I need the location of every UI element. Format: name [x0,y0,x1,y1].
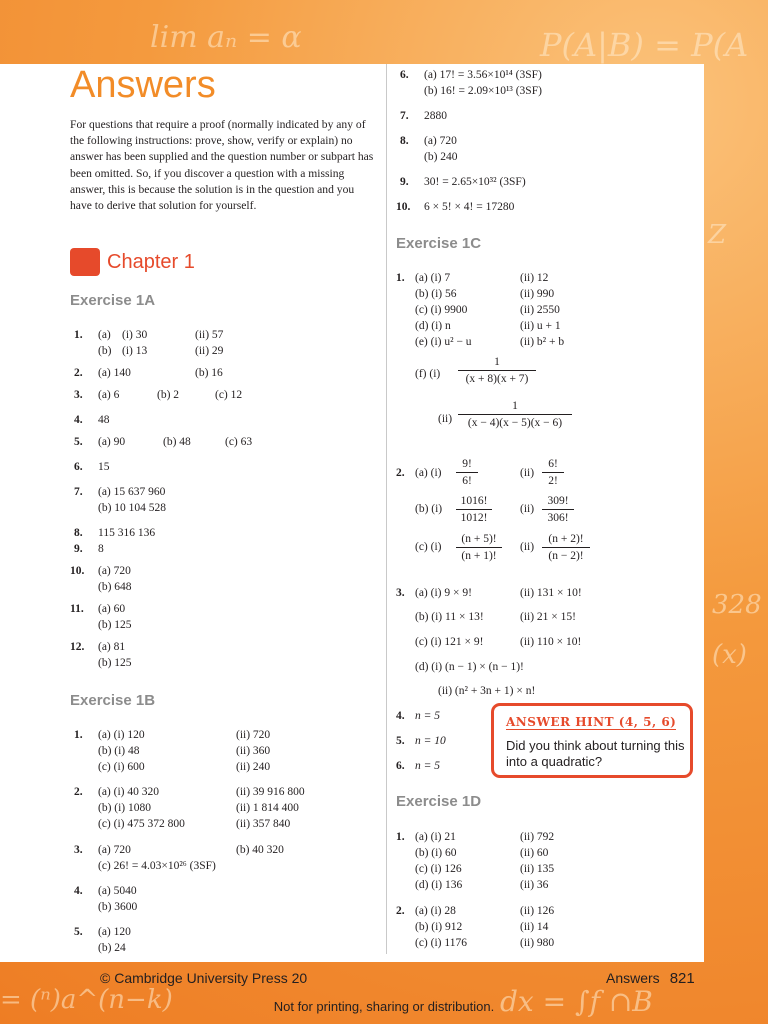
exercise-1c-heading: Exercise 1C [396,235,482,252]
answer-number: 1. [74,329,83,341]
answer-value: (b) (i) 48 [98,745,140,757]
answer-value: 30! = 2.65×10³² (3SF) [424,176,526,188]
answer-value: (ii) 980 [520,937,555,949]
fraction [456,532,502,563]
footer-copyright: © Cambridge University Press 20 [100,970,308,986]
exercise-1a-heading: Exercise 1A [70,292,156,309]
chapter-marker-icon [70,248,100,276]
fraction [456,494,492,525]
answer-part: (ii) [520,541,535,553]
answer-value: (e) (i) u² − u [415,336,472,348]
answer-value: (a) 120 [98,926,131,938]
page-number: 821 [669,970,695,987]
fraction [542,532,590,563]
answer-value: (b) 125 [98,657,132,669]
answer-value: (a) (i) 40 320 [98,786,159,798]
answer-number: 10. [396,201,411,213]
answer-number: 2. [396,905,405,917]
answer-part: (a) (i) [415,467,442,479]
answer-value: (a) 140 [98,367,131,379]
answer-number: 2. [396,467,405,479]
answer-value: (b) 24 [98,942,126,954]
fraction [542,457,564,488]
distribution-notice: Not for printing, sharing or distribution. [273,999,495,1014]
answer-value: (a) 5040 [98,885,137,897]
background-math-scribble: dx = ∫f ∩B [500,985,653,1018]
answer-number: 3. [74,389,83,401]
answer-number: 5. [396,735,405,747]
background-math-scribble: (x) [712,640,747,670]
answer-value: (c) 63 [225,436,253,448]
answer-part: (b) [98,345,112,357]
answer-value: n = 5 [415,760,441,772]
answer-value: (b) 16! = 2.09×10¹³ (3SF) [424,85,542,97]
answer-value: (a) 60 [98,603,126,615]
answer-value: (ii) 357 840 [236,818,291,830]
fraction-denominator: (n − 2)! [548,550,584,562]
answer-value: 48 [98,414,110,426]
answer-number: 2. [74,367,83,379]
answer-value: (a) 17! = 3.56×10¹⁴ (3SF) [424,69,542,81]
answer-value: (ii) 12 [520,272,549,284]
answer-value: (b) 3600 [98,901,138,913]
answer-value: (a) 6 [98,389,120,401]
answer-value: (b) 648 [98,581,132,593]
fraction-numerator: 1016! [456,494,492,510]
fraction-numerator: 1 [458,399,572,415]
answer-number: 9. [74,543,83,555]
answer-value: (b) 2 [157,389,180,401]
fraction-numerator: 6! [542,457,564,473]
answer-number: 2. [74,786,83,798]
answer-number: 1. [74,729,83,741]
answer-number: 10. [70,565,85,577]
answer-value: (ii) 360 [236,745,271,757]
answer-value: (ii) 720 [236,729,271,741]
answer-value: (i) 30 [122,329,148,341]
answer-value: (a) (i) 28 [415,905,456,917]
fraction-denominator: (x + 8)(x + 7) [465,373,529,385]
answer-value: (ii) 36 [520,879,549,891]
fraction-denominator: 2! [548,475,558,487]
answer-value: (b) 240 [424,151,458,163]
answer-value: 8 [98,543,104,555]
footer-section-label: Answers [606,970,660,986]
answer-value: (b) 16 [195,367,223,379]
answer-value: (c) (i) 126 [415,863,462,875]
answer-value: (a) 90 [98,436,126,448]
answer-value: (ii) 29 [195,345,224,357]
fraction-numerator: (n + 5)! [456,532,502,548]
answer-value: 2880 [424,110,447,122]
answer-value: (ii) 240 [236,761,271,773]
chapter-title: Chapter 1 [107,250,195,273]
background-math-scribble: P(A|B) = P(A [540,26,749,64]
answer-value: (a) 720 [424,135,457,147]
footer-section [606,970,695,987]
answer-number: 7. [400,110,409,122]
answer-value: (ii) (n² + 3n + 1) × n! [438,685,536,697]
answer-value: (d) (i) (n − 1) × (n − 1)! [415,661,524,673]
answer-value: n = 5 [415,710,441,722]
answer-value: (ii) b² + b [520,336,565,348]
answer-value: (ii) 990 [520,288,555,300]
answer-value: (ii) 21 × 15! [520,611,576,623]
fraction-denominator: (x − 4)(x − 5)(x − 6) [467,417,563,429]
answer-number: 4. [74,414,83,426]
answer-value: (c) (i) 121 × 9! [415,636,484,648]
answer-value: (ii) 131 × 10! [520,587,582,599]
answer-part: (ii) [438,413,453,425]
chapter-heading [70,248,195,276]
answer-value: (d) (i) n [415,320,451,332]
answer-number: 5. [74,436,83,448]
answer-value: (c) 12 [215,389,243,401]
answer-value: (a) (i) 120 [98,729,145,741]
answer-value: (ii) 126 [520,905,555,917]
column-divider [386,64,387,954]
answer-part: (b) (i) [415,503,443,515]
answer-value: n = 10 [415,735,446,747]
answer-value: (a) (i) 21 [415,831,456,843]
answer-value: 6 × 5! × 4! = 17280 [424,201,515,213]
answer-value: (b) 48 [163,436,191,448]
answer-value: (d) (i) 136 [415,879,463,891]
answer-value: (a) (i) 9 × 9! [415,587,472,599]
fraction [542,494,574,525]
answer-part: (ii) [520,503,535,515]
fraction-denominator: 306! [547,512,569,524]
answer-value: (a) 720 [98,844,131,856]
answer-value: (b) (i) 11 × 13! [415,611,484,623]
answer-number: 7. [74,486,83,498]
answer-part: (f) (i) [415,368,441,380]
background-math-scribble: = (ⁿ)a^(n−k) [0,985,173,1015]
answer-value: (ii) u + 1 [520,320,561,332]
answer-value: (b) 10 104 528 [98,502,167,514]
answer-value: (ii) 57 [195,329,224,341]
answer-hint-title: ANSWER HINT (4, 5, 6) [506,715,677,729]
answer-hint-text: Did you think about turning this into a quadratic? [506,738,685,769]
fraction [458,355,536,386]
answer-value: (b) (i) 1080 [98,802,152,814]
answer-number: 6. [74,461,83,473]
answer-value: (ii) 14 [520,921,549,933]
exercise-1d-heading: Exercise 1D [396,793,482,810]
intro-paragraph: For questions that require a proof (normally indicated by any of the following instructions: prove, show, verify or explain) no answer has been supplied and the question number or subpart has been omitted. So, if you discover a question with a missing answer, this is because the solution is in the question and you have to derive that solution for yourself. [70,118,374,213]
answer-value: (ii) 1 814 400 [236,802,299,814]
answer-value: (c) (i) 475 372 800 [98,818,185,830]
answer-value: (ii) 135 [520,863,555,875]
answer-value: (c) 26! = 4.03×10²⁶ (3SF) [98,860,216,872]
fraction-numerator: 1 [458,355,536,371]
answer-value: (c) (i) 600 [98,761,145,773]
answer-value: (c) (i) 1176 [415,937,467,949]
answer-number: 1. [396,272,405,284]
answer-number: 11. [70,603,84,615]
answer-value: (b) (i) 56 [415,288,457,300]
answer-number: 6. [396,760,405,772]
answer-number: 3. [74,844,83,856]
fraction-numerator: 309! [542,494,574,510]
answer-number: 12. [70,641,85,653]
answer-part: (a) [98,329,111,341]
answer-value: (ii) 110 × 10! [520,636,582,648]
fraction-denominator: 1012! [460,512,488,524]
fraction-numerator: 9! [456,457,478,473]
exercise-1b-heading: Exercise 1B [70,692,156,709]
answer-value: (a) 15 637 960 [98,486,166,498]
answer-number: 9. [400,176,409,188]
answer-number: 4. [396,710,405,722]
background-math-scribble: Z [708,220,727,250]
answer-number: 1. [396,831,405,843]
answer-value: 15 [98,461,110,473]
fraction [456,457,478,488]
answer-value: (c) (i) 9900 [415,304,468,316]
answer-value: (ii) 60 [520,847,549,859]
fraction-numerator: (n + 2)! [542,532,590,548]
answer-value: (i) 13 [122,345,148,357]
answer-value: 115 316 136 [98,527,156,539]
fraction [458,399,572,430]
answer-value: (ii) 39 916 800 [236,786,305,798]
answer-number: 3. [396,587,405,599]
answer-value: (a) 720 [98,565,131,577]
answer-value: (a) (i) 7 [415,272,451,284]
answer-part: (ii) [520,467,535,479]
answer-value: (ii) 792 [520,831,555,843]
answer-value: (b) 125 [98,619,132,631]
answer-value: (b) 40 320 [236,844,284,856]
answer-value: (b) (i) 60 [415,847,457,859]
answer-part: (c) (i) [415,541,442,553]
background-math-scribble: 328 [712,590,762,620]
answer-number: 4. [74,885,83,897]
answer-number: 5. [74,926,83,938]
fraction-denominator: 6! [462,475,472,487]
answer-number: 8. [74,527,83,539]
answer-hint-box [491,703,693,778]
background-math-scribble: lim aₙ = α [150,20,302,55]
answer-number: 6. [400,69,409,81]
page-title: Answers [70,64,216,106]
answer-number: 8. [400,135,409,147]
answer-value: (b) (i) 912 [415,921,463,933]
answer-value: (a) 81 [98,641,126,653]
fraction-denominator: (n + 1)! [461,550,497,562]
answer-value: (ii) 2550 [520,304,560,316]
